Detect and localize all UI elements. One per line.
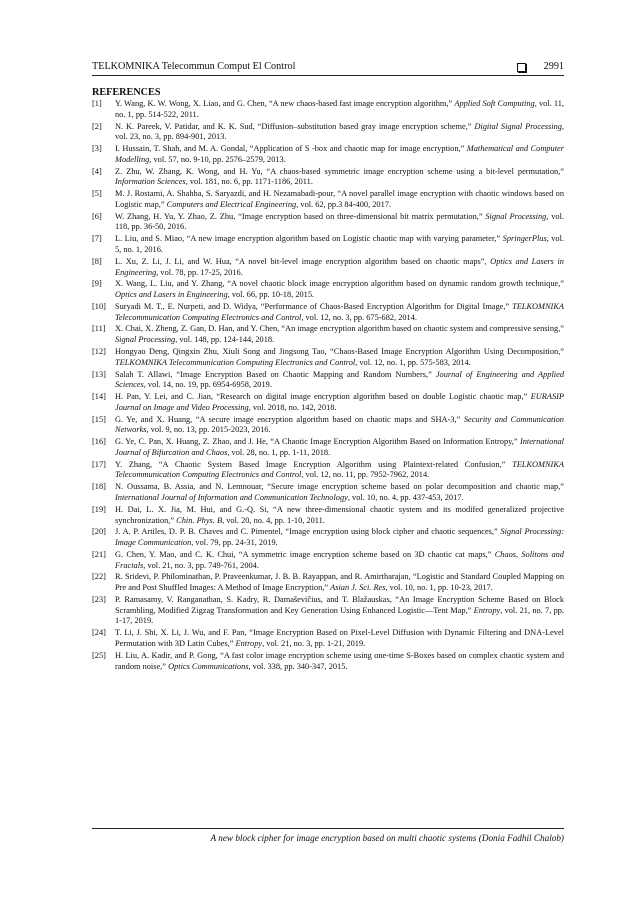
reference-item (92, 212, 564, 233)
reference-source: Asian J. Sci. Res, (330, 583, 388, 593)
reference-text: Z. Zhu, W. Zhang, K. Wong, and H. Yu, “A chaos-based symmetric image encryption scheme using a bit-level permutation,” (115, 166, 564, 176)
reference-source: Chin. Phys. B (176, 515, 223, 525)
square-bullet-icon (517, 63, 526, 72)
reference-source: Entropy (235, 638, 263, 648)
reference-text: , vol. 66, pp. 10-18, 2015. (227, 290, 315, 300)
footer-rule (92, 828, 564, 829)
reference-text: Y. Zhang, “A Chaotic System Based Image Encryption Algorithm using Plaintext-related Confusion,” (115, 459, 513, 469)
reference-source: TELKOMNIKA Telecommunication Computing Electronics and Control, (115, 301, 564, 322)
references-heading: REFERENCES (92, 87, 161, 98)
reference-source: Information Sciences (115, 177, 186, 187)
reference-text: , vol. 14, no. 19, pp. 6954-6958, 2019. (143, 380, 272, 390)
reference-item (92, 415, 564, 436)
reference-item (92, 482, 564, 503)
reference-text: H. Pan, Y. Lei, and C. Jian, “Research on digital image encryption algorithm based on double Logistic chaotic map,” (115, 392, 531, 402)
reference-item (92, 122, 564, 143)
reference-text: Suryadi M. T., E. Nurpeti, and D. Widya, “Performance of Chaos-Based Encryption Algorithm for Digital Image,” (115, 301, 513, 311)
reference-item (92, 370, 564, 391)
reference-source: Optics and Lasers in Engineering (115, 256, 564, 277)
reference-item (92, 572, 564, 593)
reference-text: R. Sridevi, P. Philominathan, P. Praveenkumar, J. B. B. Rayappan, and R. Amirtharajan, “Logistic and Standard Coupled Mapping on Pre and Post Shuffled Images: A Method of Image Encryption,” (115, 572, 564, 593)
reference-number: [2] (92, 121, 102, 131)
reference-source: International Journal of Bifurcation and Chaos (115, 437, 564, 457)
reference-text: Salah T. Allawi, “Image Encryption Based on Chaotic Mapping and Random Numbers,” (115, 369, 436, 379)
reference-number: [19] (92, 504, 106, 514)
reference-text: Hongyao Deng, Qingxin Zhu, Xiuli Song and Jingsong Tao, “Chaos-Based Image Encryption Algorithm Using Decomposition,” (115, 347, 564, 357)
reference-source: Entropy (473, 605, 501, 615)
reference-item (92, 505, 564, 526)
journal-title: TELKOMNIKA Telecommun Comput El Control (92, 61, 296, 72)
reference-item (92, 651, 564, 672)
reference-number: [14] (92, 392, 106, 402)
reference-source: Signal Processing (485, 211, 547, 221)
reference-list (92, 99, 564, 673)
reference-item (92, 437, 564, 458)
reference-item (92, 628, 564, 649)
reference-text: T. Li, J. Shi, X. Li, J. Wu, and F. Pan, “Image Encryption Based on Pixel-Level Diffusion with Dynamic Filtering and DNA-Level Permutation with 3D Latin Cubes,” (115, 628, 564, 648)
reference-text: H. Liu, A. Kadir, and P. Gong, “A fast color image encryption scheme using one-time S-Boxes based on complex chaotic system and random noise,” (115, 650, 564, 671)
reference-item (92, 189, 564, 210)
reference-text: N. Oussama, B. Assia, and N. Lemnouar, “Secure image encryption scheme based on polar decomposition and chaotic map,” (115, 482, 564, 492)
reference-number: [17] (92, 459, 106, 469)
reference-text: , vol. 10, no. 4, pp. 437-453, 2017. (347, 493, 464, 502)
reference-item (92, 279, 564, 300)
reference-text: L. Liu, and S. Miao, “A new image encryption algorithm based on Logistic chaotic map with varying parameter,” (115, 234, 503, 244)
reference-text: L. Xu, Z. Li, J. Li, and W. Hua, “A novel bit-level image encryption algorithm based on chaotic maps”, (115, 256, 491, 266)
reference-source: Digital Signal Processing (474, 121, 562, 131)
reference-text: , vol. 21, no. 3, pp. 749-761, 2004. (143, 560, 259, 570)
reference-number: [4] (92, 166, 102, 176)
reference-text: vol. 10, no. 1, pp. 10-23, 2017. (387, 583, 493, 593)
running-footer: A new block cipher for image encryption based on multi chaotic systems (Donia Fadhil Chalob) (210, 833, 564, 843)
reference-number: [10] (92, 301, 106, 311)
reference-item (92, 257, 564, 278)
reference-text: J. A. P. Artiles, D. P. B. Chaves and C. Pimentel, “Image encryption using block cipher and chaotic sequences,” (115, 527, 501, 537)
reference-text: W. Zhang, H. Yu, Y. Zhao, Z. Zhu, “Image encryption based on three-dimensional bit matrix permutation,” (115, 211, 486, 221)
reference-number: [9] (92, 279, 102, 289)
reference-source: Applied Soft Computing (454, 99, 535, 108)
reference-number: [1] (92, 99, 102, 108)
reference-number: [5] (92, 189, 102, 199)
reference-text: , vol. 20, no. 4, pp. 1-10, 2011. (222, 515, 325, 525)
reference-number: [13] (92, 369, 106, 379)
reference-source: Security and Communication Networks (115, 414, 564, 435)
reference-text: vol. 12, no. 3, pp. 675-682, 2014. (303, 312, 417, 322)
reference-text: , vol. 181, no. 6, pp. 1171-1186, 2011. (185, 177, 313, 187)
reference-source: Signal Processing (115, 335, 176, 345)
reference-number: [3] (92, 144, 102, 154)
reference-text: G. Chen, Y. Mao, and C. K. Chui, “A symmetric image encryption scheme based on 3D chaotic cat maps,” (115, 549, 495, 559)
reference-text: G. Ye, and X. Huang, “A secure image encryption algorithm based on chaotic maps and SHA-3,” (115, 414, 464, 424)
reference-text: P. Ramasamy, V. Ranganathan, S. Kadry, R. Damaševičius, and T. Blažauskas, “An Image Encryption Scheme Based on Block Scrambling, Modified Zigzag Transformation and Key Generation Using Enhanced Logistic—Tent Map,” (115, 595, 564, 615)
reference-text: , vol. 5, no. 1, 2016. (115, 234, 565, 254)
running-header (92, 60, 564, 74)
reference-text: , vol. 118, pp. 36-50, 2016. (115, 211, 564, 232)
reference-item (92, 527, 564, 548)
reference-item (92, 550, 564, 571)
reference-number: [21] (92, 549, 106, 559)
reference-text: , vol. 2018, no. 142, 2018. (248, 402, 337, 412)
reference-number: [25] (92, 650, 106, 660)
reference-text: Y. Wang, K. W. Wong, X. Liao, and G. Chen, “A new chaos-based fast image encryption algorithm,” (115, 99, 455, 108)
reference-number: [16] (92, 437, 106, 447)
reference-text: , vol. 12, no. 11, pp. 7952-7962, 2014. (301, 470, 430, 480)
reference-source: Optics Communications (168, 661, 249, 671)
reference-source: Journal of Engineering and Applied Sciences (115, 369, 564, 390)
reference-item (92, 302, 564, 323)
reference-number: [24] (92, 628, 106, 638)
reference-text: , vol. 11, no. 1, pp. 514-522, 2011. (115, 99, 564, 119)
reference-item (92, 347, 564, 368)
page-number: 2991 (543, 61, 564, 72)
reference-text: M. J. Rostami, A. Shahba, S. Saryazdi, and H. Nezamabadi-pour, “A novel parallel image encryption with chaotic windows based on Logistic map,” (115, 189, 564, 209)
reference-number: [18] (92, 482, 106, 492)
reference-source: EURASIP Journal on Image and Video Processing (115, 392, 564, 412)
reference-source: Optics and Lasers in Engineering (115, 290, 228, 300)
reference-text: , vol. 338, pp. 340-347, 2015. (248, 661, 348, 671)
header-rule (92, 75, 564, 76)
reference-number: [7] (92, 234, 102, 244)
reference-text: , vol. 79, pp. 24-31, 2019. (191, 538, 278, 548)
reference-source: Chaos, Solitons and Fractals (115, 549, 564, 570)
reference-source: Mathematical and Computer Modelling (115, 144, 564, 164)
reference-text: N. K. Pareek, V. Patidar, and K. K. Sud, “Diffusion–substitution based gray image encryption scheme,” (115, 121, 475, 131)
reference-text: , vol. 148, pp. 124-144, 2018. (175, 335, 275, 345)
reference-text: , vol. 28, no. 1, pp. 1-11, 2018. (227, 447, 331, 457)
reference-source: SpringerPlus (502, 234, 547, 244)
reference-item (92, 99, 564, 120)
reference-item (92, 324, 564, 345)
reference-text: X. Wang, L. Liu, and Y. Zhang, “A novel chaotic block image encryption algorithm based on dynamic random growth technique,” (115, 279, 564, 289)
reference-number: [12] (92, 347, 106, 357)
reference-text: H. Dai, L. X. Jia, M. Hui, and G.-Q. Si, “A new three-dimensional chaotic system and its modifed generalized projective synchronization,” (115, 504, 564, 525)
reference-text: I. Hussain, T. Shah, and M. A. Gondal, “Application of S -box and chaotic map for image encryption,” (115, 144, 467, 154)
reference-number: [23] (92, 595, 106, 605)
reference-item (92, 595, 564, 627)
reference-text: G. Ye, C. Pan, X. Huang, Z. Zhao, and J. He, “A Chaotic Image Encryption Algorithm Based on Information Entropy,” (115, 437, 520, 447)
reference-number: [22] (92, 572, 106, 582)
reference-item (92, 392, 564, 413)
reference-source: Computers and Electrical Engineering (166, 199, 297, 209)
reference-text: , vol. 12, no. 1, pp. 575-583, 2014. (355, 357, 471, 367)
reference-text: , vol. 23, no. 3, pp. 894-901, 2013. (115, 121, 565, 142)
reference-text: , vol. 21, no. 3, pp. 1-21, 2019. (262, 638, 366, 648)
reference-number: [6] (92, 211, 102, 221)
reference-source: TELKOMNIKA Telecommunication Computing Electronics and Control (115, 357, 356, 367)
reference-item (92, 144, 564, 165)
reference-text: , vol. 62, pp.3 84-400, 2017. (296, 199, 392, 209)
page-number-group (517, 60, 564, 74)
reference-text: X. Chai, X. Zheng, Z. Gan, D. Han, and Y. Chen, “An image encryption algorithm based on chaotic system and compressive sensing,” (115, 324, 564, 334)
reference-source: Signal Processing: Image Communication (115, 527, 564, 548)
reference-text: , vol. 78, pp. 17-25, 2016. (156, 267, 243, 277)
reference-text: , vol. 57, no. 9-10, pp. 2576–2579, 2013. (149, 154, 286, 164)
reference-text: , vol. 21, no. 7, pp. 1-17, 2019. (115, 605, 565, 626)
reference-item (92, 167, 564, 188)
reference-item (92, 460, 564, 481)
reference-source: International Journal of Information and Communication Technology (115, 493, 348, 502)
reference-number: [20] (92, 527, 106, 537)
reference-number: [8] (92, 256, 102, 266)
reference-source: TELKOMNIKA Telecommunication Computing Electronics and Control (115, 459, 564, 480)
reference-item (92, 234, 564, 255)
reference-number: [11] (92, 324, 106, 334)
reference-text: , vol. 9, no. 13, pp. 2015-2023, 2016. (146, 425, 271, 435)
reference-number: [15] (92, 414, 106, 424)
